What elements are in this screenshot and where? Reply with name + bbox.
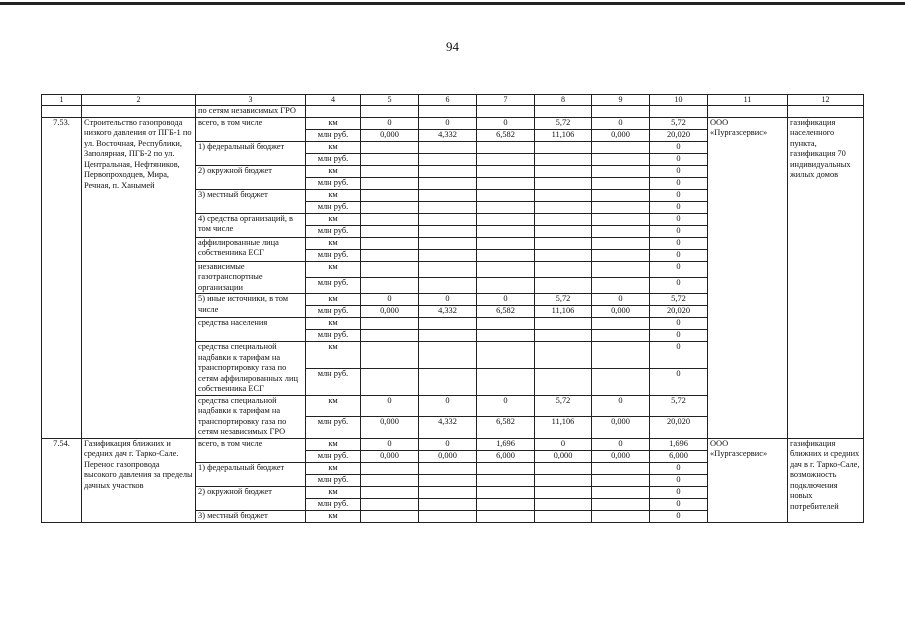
value-cell [477,201,535,213]
value-cell [592,249,650,261]
funding-source-label: 1) федеральный бюджет [196,462,306,486]
value-cell [361,510,419,522]
value-cell: 6,582 [477,129,535,141]
value-cell [592,277,650,293]
value-cell [477,153,535,165]
empty-cell [788,105,864,117]
value-cell [535,141,592,153]
object-cell [82,105,196,117]
value-cell [592,261,650,277]
value-cell: 20,020 [650,417,708,439]
value-cell [419,330,477,342]
unit-cell: км [306,318,361,330]
value-cell [419,249,477,261]
column-number-header: 3 [196,95,306,106]
unit-cell: млн руб. [306,249,361,261]
value-cell: 0 [650,225,708,237]
column-number-header: 4 [306,95,361,106]
value-cell [535,165,592,177]
value-cell [419,201,477,213]
value-cell [535,498,592,510]
funding-source-label: 3) местный бюджет [196,510,306,522]
value-cell: 0,000 [592,450,650,462]
value-cell [361,330,419,342]
value-cell: 0,000 [535,450,592,462]
value-cell [419,510,477,522]
table-row [42,117,864,129]
value-cell: 0 [650,330,708,342]
value-cell: 0 [650,189,708,201]
value-cell: 0 [592,438,650,450]
value-cell: 1,696 [650,438,708,450]
value-cell [535,153,592,165]
unit-cell: км [306,189,361,201]
page-number: 94 [446,39,459,54]
funding-source-label: 4) средства организаций, в том числе [196,213,306,237]
value-cell [477,330,535,342]
value-cell: 6,000 [650,450,708,462]
unit-cell: млн руб. [306,177,361,189]
value-cell: 0 [650,318,708,330]
value-cell: 5,72 [535,294,592,306]
value-cell [419,141,477,153]
value-cell [592,368,650,395]
object-description-cell: Строительство газопровода низкого давления от ПГБ-1 по ул. Восточная, Республики, Заполярная, ПГБ-2 по ул. Центральная, Нефтяников, Первопроходцев, Мира, Речная, п. Ханымей [82,117,196,438]
value-cell: 5,72 [650,294,708,306]
value-cell: 0 [650,213,708,225]
value-cell [477,318,535,330]
unit-cell: млн руб. [306,368,361,395]
funding-source-label: 2) окружной бюджет [196,486,306,510]
object-description-cell: Газификация ближних и средних дач г. Тарко-Сале. Перенос газопровода высокого давления за пределы дачных участков [82,438,196,522]
value-cell: 0 [650,498,708,510]
value-cell: 0 [419,294,477,306]
value-cell: 0 [477,395,535,417]
value-cell: 0 [650,261,708,277]
value-cell [419,225,477,237]
unit-cell: млн руб. [306,129,361,141]
value-cell [361,225,419,237]
value-cell [477,213,535,225]
empty-cell [477,105,535,117]
unit-cell: млн руб. [306,498,361,510]
value-cell: 0 [650,237,708,249]
value-cell [535,189,592,201]
value-cell: 0,000 [592,306,650,318]
value-cell [477,261,535,277]
value-cell [419,498,477,510]
funding-source-label: средства специальной надбавки к тарифам на транспортировку газа по сетям аффилированных лиц собственника ЕСГ [196,342,306,396]
value-cell [477,177,535,189]
value-cell: 0 [419,117,477,129]
value-cell: 0 [650,165,708,177]
unit-cell: км [306,237,361,249]
unit-cell: млн руб. [306,201,361,213]
value-cell [361,177,419,189]
unit-cell: млн руб. [306,450,361,462]
value-cell [477,462,535,474]
value-cell: 11,106 [535,306,592,318]
value-cell [361,189,419,201]
value-cell [592,201,650,213]
value-cell [535,486,592,498]
funding-source-label: 2) окружной бюджет [196,165,306,189]
value-cell [535,510,592,522]
value-cell [477,237,535,249]
value-cell [419,277,477,293]
column-number-header: 1 [42,95,82,106]
value-cell: 0,000 [361,129,419,141]
unit-cell: км [306,438,361,450]
empty-cell [650,105,708,117]
unit-cell: км [306,342,361,369]
value-cell: 0 [477,294,535,306]
funding-source-label: 3) местный бюджет [196,189,306,213]
value-cell [361,342,419,369]
value-cell [535,237,592,249]
value-cell: 0 [361,117,419,129]
column-number-header: 6 [419,95,477,106]
value-cell: 0,000 [361,306,419,318]
value-cell [592,237,650,249]
value-cell [535,342,592,369]
value-cell: 0,000 [361,417,419,439]
value-cell: 0 [361,438,419,450]
executor-cell: ООО «Пургазсервис» [708,117,788,438]
unit-cell: км [306,141,361,153]
value-cell [419,213,477,225]
value-cell [477,342,535,369]
funding-source-label: 5) иные источники, в том числе [196,294,306,318]
value-cell: 0,000 [361,450,419,462]
funding-source-label: средства специальной надбавки к тарифам на транспортировку газа по сетям независимых ГРО [196,395,306,438]
value-cell: 0 [650,474,708,486]
value-cell [535,330,592,342]
table-row [42,438,864,450]
value-cell [535,249,592,261]
value-cell: 0 [650,201,708,213]
column-number-header: 10 [650,95,708,106]
value-cell [592,462,650,474]
value-cell [419,474,477,486]
value-cell [361,165,419,177]
value-cell [592,318,650,330]
table-row [42,105,864,117]
value-cell [361,261,419,277]
unit-cell: млн руб. [306,306,361,318]
value-cell [477,474,535,486]
column-number-header: 9 [592,95,650,106]
value-cell [419,165,477,177]
value-cell: 5,72 [535,117,592,129]
funding-source-label: аффилированные лица собственника ЕСГ [196,237,306,261]
value-cell [361,474,419,486]
header-row [42,95,864,106]
value-cell [361,237,419,249]
unit-cell: км [306,486,361,498]
value-cell: 5,72 [650,395,708,417]
value-cell [592,342,650,369]
value-cell [535,213,592,225]
value-cell: 0 [650,249,708,261]
value-cell: 0 [592,117,650,129]
funding-source-label: независимые газотранспортные организации [196,261,306,294]
value-cell [419,368,477,395]
value-cell [535,474,592,486]
value-cell [477,486,535,498]
value-cell: 4,332 [419,417,477,439]
value-cell: 0 [650,153,708,165]
value-cell [419,237,477,249]
executor-cell: ООО «Пургазсервис» [708,438,788,522]
column-number-header: 5 [361,95,419,106]
value-cell [592,474,650,486]
value-cell: 0,000 [592,129,650,141]
value-cell [592,225,650,237]
value-cell: 0 [419,438,477,450]
value-cell [477,141,535,153]
item-id-cell: 7.54. [42,438,82,522]
unit-cell: млн руб. [306,153,361,165]
value-cell: 0 [592,294,650,306]
value-cell: 0 [419,395,477,417]
column-number-header: 8 [535,95,592,106]
result-cell: газификация населенного пункта, газификация 70 индивидуальных жилых домов [788,117,864,438]
value-cell: 0 [650,486,708,498]
column-number-header: 12 [788,95,864,106]
value-cell: 0 [477,117,535,129]
value-cell: 5,72 [650,117,708,129]
value-cell: 0 [650,368,708,395]
value-cell [592,510,650,522]
value-cell [592,486,650,498]
unit-cell: млн руб. [306,474,361,486]
unit-cell: км [306,395,361,417]
value-cell [535,261,592,277]
value-cell [419,261,477,277]
value-cell [419,318,477,330]
column-number-header: 2 [82,95,196,106]
unit-cell: км [306,462,361,474]
value-cell [477,368,535,395]
value-cell: 11,106 [535,417,592,439]
value-cell [361,249,419,261]
unit-cell: млн руб. [306,417,361,439]
value-cell: 6,582 [477,306,535,318]
value-cell [592,153,650,165]
item-id-cell: 7.53. [42,117,82,438]
value-cell: 0 [650,510,708,522]
value-cell [592,498,650,510]
value-cell [361,277,419,293]
value-cell: 0 [650,342,708,369]
value-cell: 4,332 [419,306,477,318]
value-cell: 0 [361,294,419,306]
unit-cell: млн руб. [306,225,361,237]
value-cell [419,189,477,201]
value-cell: 6,000 [477,450,535,462]
value-cell [592,189,650,201]
item-id-cell [42,105,82,117]
funding-source-label: 1) федеральный бюджет [196,141,306,165]
value-cell [592,330,650,342]
value-cell [592,141,650,153]
value-cell [477,165,535,177]
unit-cell: млн руб. [306,277,361,293]
funding-source-label: средства населения [196,318,306,342]
empty-cell [592,105,650,117]
value-cell [361,201,419,213]
empty-cell [306,105,361,117]
result-cell: газификация ближних и средних дач в г. Тарко-Сале, возможность подключения новых потребителей [788,438,864,522]
empty-cell [419,105,477,117]
unit-cell: км [306,294,361,306]
value-cell [477,510,535,522]
value-cell: 0 [650,462,708,474]
value-cell [535,462,592,474]
value-cell: 11,106 [535,129,592,141]
value-cell [477,189,535,201]
unit-cell: млн руб. [306,330,361,342]
value-cell [535,201,592,213]
value-cell [592,165,650,177]
value-cell: 0 [650,277,708,293]
source-label-cell: по сетям независимых ГРО [196,105,306,117]
value-cell [535,177,592,189]
value-cell: 0 [650,141,708,153]
column-number-header: 7 [477,95,535,106]
value-cell [419,342,477,369]
column-number-header: 11 [708,95,788,106]
value-cell [419,153,477,165]
value-cell [535,318,592,330]
value-cell [419,486,477,498]
empty-cell [708,105,788,117]
value-cell: 0 [535,438,592,450]
value-cell: 1,696 [477,438,535,450]
value-cell [592,177,650,189]
value-cell [361,141,419,153]
value-cell [361,318,419,330]
funding-source-label: всего, в том числе [196,117,306,141]
value-cell: 4,332 [419,129,477,141]
value-cell: 0 [592,395,650,417]
empty-cell [535,105,592,117]
unit-cell: км [306,165,361,177]
top-border-line [0,2,905,5]
value-cell: 20,020 [650,129,708,141]
value-cell: 6,582 [477,417,535,439]
value-cell: 5,72 [535,395,592,417]
value-cell [592,213,650,225]
value-cell [535,368,592,395]
value-cell: 0 [650,177,708,189]
value-cell [361,486,419,498]
value-cell [419,462,477,474]
value-cell: 0 [361,395,419,417]
value-cell [361,498,419,510]
value-cell [361,462,419,474]
value-cell [361,153,419,165]
value-cell: 0,000 [592,417,650,439]
value-cell: 0,000 [419,450,477,462]
value-cell [477,277,535,293]
value-cell [361,213,419,225]
value-cell [535,277,592,293]
unit-cell: км [306,261,361,277]
funding-source-label: всего, в том числе [196,438,306,462]
unit-cell: км [306,117,361,129]
value-cell [477,498,535,510]
value-cell: 20,020 [650,306,708,318]
empty-cell [361,105,419,117]
value-cell [477,249,535,261]
funding-table [41,94,864,523]
value-cell [477,225,535,237]
value-cell [535,225,592,237]
unit-cell: км [306,213,361,225]
value-cell [361,368,419,395]
value-cell [419,177,477,189]
unit-cell: км [306,510,361,522]
